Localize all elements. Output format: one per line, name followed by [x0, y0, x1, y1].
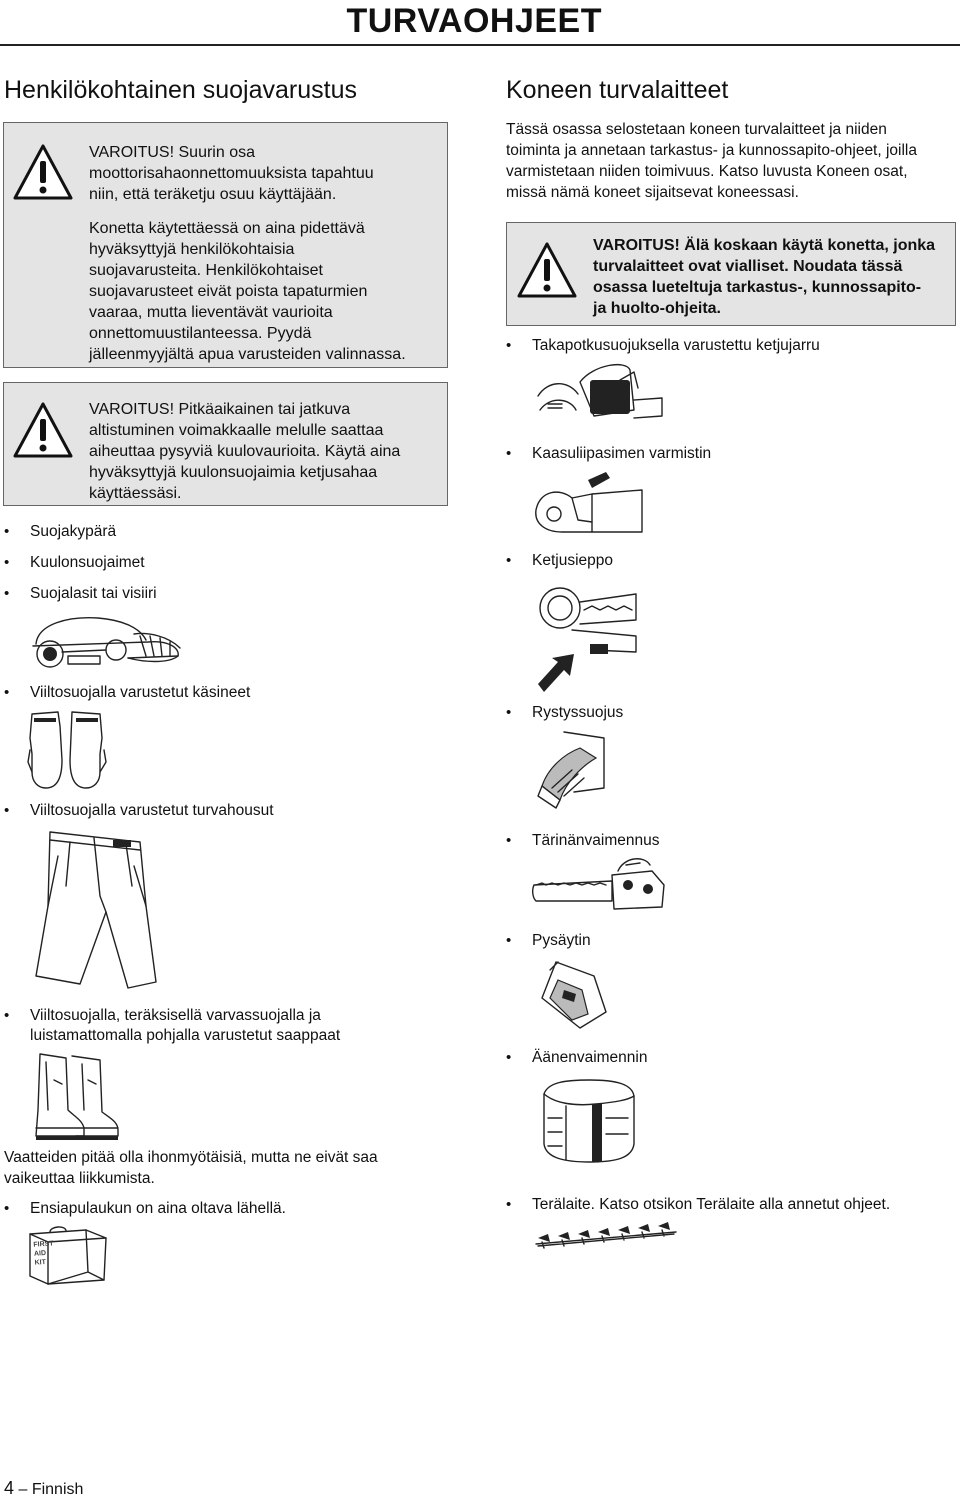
warning-text-safety-devices [593, 235, 953, 319]
safety-intro [506, 119, 956, 203]
chain-catcher-illustration [532, 580, 638, 692]
clothing-note-line: vaikeuttaa liikkumista. [4, 1170, 155, 1187]
kit-label-line: AID [33, 1249, 47, 1258]
list-item-label: Suojakypärä [30, 523, 117, 540]
trousers-illustration [28, 826, 158, 992]
warning-line: käyttäessäsi. [89, 485, 182, 502]
intro-line: Tässä osassa selostetaan koneen turvalaitteet ja niiden [506, 121, 887, 138]
clothing-note-line: Vaatteiden pitää olla ihonmyötäisiä, mutta ne eivät saa [4, 1149, 378, 1166]
warning-line: Konetta käytettäessä on aina pidettävä [89, 220, 365, 237]
warning-box-hearing [3, 382, 448, 506]
list-item-cutting-equipment: • Terälaite. Katso otsikon Terälaite alla annetut ohjeet. [506, 1196, 891, 1213]
warning-box-safety-devices [506, 222, 956, 326]
footer-language: Finnish [31, 1481, 84, 1498]
list-item-label: Viiltosuojalla, teräksisellä varvassuojalla ja [30, 1007, 321, 1024]
list-item-label: Suojalasit tai visiiri [30, 585, 157, 602]
list-item-helmet: • Suojakypärä [4, 523, 117, 540]
page-number: 4 [4, 1478, 15, 1498]
clothing-note [4, 1147, 378, 1189]
list-item-label: Viiltosuojalla varustetut käsineet [30, 684, 251, 701]
list-item-hand-guard: • Rystyssuojus [506, 704, 624, 721]
list-item-chain-catcher: • Ketjusieppo [506, 552, 614, 569]
list-item-vibration-damping: • Tärinänvaimennus [506, 832, 660, 849]
stop-switch-illustration [536, 958, 610, 1032]
helmet-illustration [28, 612, 188, 674]
warning-line: onnettomuustilanteessa. Pyydä [89, 325, 312, 342]
section-title-protective-equipment: Henkilökohtainen suojavarustus [4, 76, 357, 104]
warning-line: VAROITUS! Suurin osa [89, 144, 255, 161]
list-item-boots-continued: luistamattomalla pohjalla varustetut saappaat [30, 1027, 341, 1044]
warning-triangle-icon [12, 401, 74, 459]
list-item-label: Viiltosuojalla varustetut turvahousut [30, 802, 274, 819]
warning-line: suojavarusteita. Henkilökohtaiset [89, 262, 323, 279]
vibration-damping-illustration [532, 855, 672, 919]
list-item-label: Ensiapulaukun on aina oltava lähellä. [30, 1200, 286, 1217]
intro-line: varmistetaan niiden toimivuus. Katso luvusta Koneen osat, [506, 163, 908, 180]
warning-line: hyväksyttyjä henkilökohtaisia [89, 241, 295, 258]
gloves-illustration [26, 708, 108, 790]
warning-triangle-icon [12, 143, 74, 201]
list-item-gloves: • Viiltosuojalla varustetut käsineet [4, 684, 251, 701]
kit-label-line: FIRST [33, 1240, 54, 1249]
list-item-label: Rystyssuojus [532, 704, 624, 721]
hand-guard-illustration [534, 728, 614, 812]
warning-line: turvalaitteet ovat vialliset. Noudata tässä [593, 258, 903, 275]
section-title-safety-equipment: Koneen turvalaitteet [506, 76, 729, 104]
footer-separator: – [18, 1481, 28, 1498]
muffler-illustration [536, 1074, 640, 1168]
warning-line: hyväksyttyjä kuulonsuojaimia ketjusahaa [89, 464, 378, 481]
header-divider [0, 44, 960, 46]
warning-line: moottorisahaonnettomuuksista tapahtuu [89, 165, 374, 182]
warning-line: vaaraa, mutta lieventävät vaurioita [89, 304, 333, 321]
list-item-label: Terälaite. Katso otsikon Terälaite alla annetut ohjeet. [532, 1196, 891, 1213]
list-item-label: Kaasuliipasimen varmistin [532, 445, 712, 462]
intro-line: toiminta ja annetaan tarkastus- ja kunnossapito-ohjeet, joilla [506, 142, 917, 159]
chain-brake-illustration [534, 360, 664, 434]
warning-line: altistuminen voimakkaalle melulle saattaa [89, 422, 384, 439]
boots-illustration [26, 1050, 122, 1140]
warning-triangle-icon [516, 241, 578, 299]
page-header-title: TURVAOHJEET [346, 2, 602, 40]
list-item-boots: • Viiltosuojalla, teräksisellä varvassuojalla ja [4, 1007, 321, 1024]
first-aid-kit-illustration [26, 1222, 110, 1286]
warning-line: jälleenmyyjältä apua varusteiden valinnassa. [89, 346, 406, 363]
page-footer [4, 1478, 83, 1499]
list-item-chain-brake: • Takapotkusuojuksella varustettu ketjujarru [506, 337, 820, 354]
list-item-ear-protection: • Kuulonsuojaimet [4, 554, 145, 571]
kit-label-line: KIT [34, 1258, 47, 1267]
throttle-lockout-illustration [532, 470, 644, 536]
intro-line: missä nämä koneet sijaitsevat koneessasi. [506, 184, 799, 201]
list-item-label: Äänenvaimennin [532, 1049, 648, 1066]
list-item-trousers: • Viiltosuojalla varustetut turvahousut [4, 802, 274, 819]
list-item-stop-switch: • Pysäytin [506, 932, 591, 949]
warning-line: niin, että teräketju osuu käyttäjään. [89, 186, 337, 203]
list-item-label: Kuulonsuojaimet [30, 554, 145, 571]
list-item-throttle-lockout: • Kaasuliipasimen varmistin [506, 445, 712, 462]
warning-text-injury [89, 142, 444, 365]
warning-line: ja huolto-ohjeita. [593, 300, 721, 317]
list-item-muffler: • Äänenvaimennin [506, 1049, 648, 1066]
warning-line: aiheuttaa pysyviä kuulovaurioita. Käytä aina [89, 443, 401, 460]
list-item-label: Takapotkusuojuksella varustettu ketjujarru [532, 337, 820, 354]
warning-line: VAROITUS! Pitkäaikainen tai jatkuva [89, 401, 351, 418]
warning-line: osassa lueteltuja tarkastus-, kunnossapito- [593, 279, 922, 296]
warning-line: suojavarusteet eivät poista tapaturmien [89, 283, 368, 300]
warning-text-hearing [89, 399, 444, 504]
list-item-label: Ketjusieppo [532, 552, 614, 569]
list-item-label: Tärinänvaimennus [532, 832, 660, 849]
list-item-label: Pysäytin [532, 932, 591, 949]
list-item-first-aid: • Ensiapulaukun on aina oltava lähellä. [4, 1200, 286, 1217]
saw-chain-illustration [534, 1220, 678, 1252]
warning-line: VAROITUS! Älä koskaan käytä konetta, jonka [593, 237, 936, 254]
list-item-eye-protection: • Suojalasit tai visiiri [4, 585, 157, 602]
first-aid-kit-label [33, 1239, 55, 1267]
warning-box-injury [3, 122, 448, 368]
